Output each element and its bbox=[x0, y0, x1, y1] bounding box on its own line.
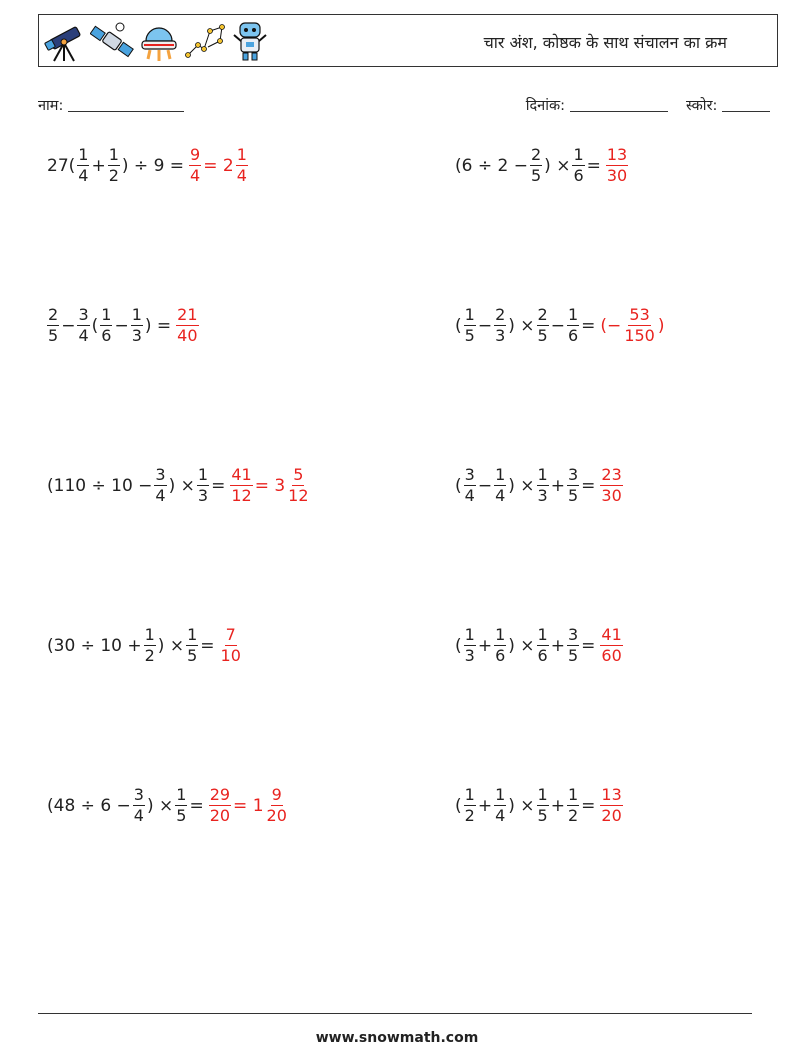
problem-10 bbox=[454, 787, 624, 824]
numerator: 1 bbox=[187, 625, 198, 644]
numerator: 41 bbox=[231, 465, 252, 484]
fraction bbox=[567, 787, 579, 824]
fraction bbox=[287, 467, 309, 504]
expr-text: = bbox=[581, 635, 596, 656]
numerator: 2 bbox=[530, 145, 542, 164]
fraction bbox=[176, 307, 198, 344]
denominator: 6 bbox=[567, 326, 579, 345]
fraction bbox=[606, 147, 628, 184]
numerator: 1 bbox=[144, 625, 155, 644]
denominator: 2 bbox=[144, 646, 155, 665]
fraction bbox=[537, 467, 549, 504]
fraction bbox=[464, 467, 476, 504]
denominator: 20 bbox=[601, 806, 622, 825]
expr-text: ( bbox=[455, 795, 462, 816]
score-blank[interactable] bbox=[722, 97, 770, 112]
telescope-icon bbox=[44, 19, 86, 63]
expr-text: ) ÷ 9 = bbox=[121, 155, 185, 176]
denominator: 5 bbox=[537, 326, 548, 345]
fraction bbox=[186, 627, 198, 664]
problem-6 bbox=[454, 467, 624, 504]
expr-text: ) bbox=[657, 315, 665, 336]
numerator: 21 bbox=[177, 305, 198, 324]
numerator: 2 bbox=[537, 305, 548, 324]
footer-divider bbox=[38, 1013, 752, 1014]
fraction bbox=[494, 467, 506, 504]
denominator: 5 bbox=[530, 166, 542, 185]
answer bbox=[605, 147, 629, 184]
name-blank[interactable] bbox=[68, 97, 184, 112]
numerator: 1 bbox=[464, 785, 475, 804]
numerator: 7 bbox=[225, 625, 236, 644]
header-icons bbox=[44, 19, 270, 63]
name-line bbox=[38, 95, 184, 115]
denominator: 60 bbox=[601, 646, 622, 665]
fraction bbox=[230, 467, 252, 504]
numerator: 1 bbox=[495, 465, 506, 484]
fraction bbox=[266, 787, 288, 824]
fraction bbox=[464, 307, 476, 344]
score-label: स्कोर: bbox=[686, 98, 718, 114]
fraction bbox=[189, 147, 201, 184]
expr-text: − bbox=[477, 475, 493, 496]
fraction bbox=[464, 627, 476, 664]
denominator: 5 bbox=[176, 806, 187, 825]
expr-text: ( bbox=[455, 315, 462, 336]
denominator: 5 bbox=[537, 806, 548, 825]
denominator: 3 bbox=[464, 646, 475, 665]
fraction bbox=[175, 787, 187, 824]
denominator: 10 bbox=[220, 646, 241, 665]
fraction bbox=[567, 467, 579, 504]
expr-text: ) = bbox=[144, 315, 172, 336]
fraction bbox=[567, 627, 579, 664]
fraction bbox=[537, 787, 549, 824]
date-score-line bbox=[526, 95, 770, 115]
fraction bbox=[236, 147, 248, 184]
fraction bbox=[131, 307, 143, 344]
numerator: 3 bbox=[155, 465, 166, 484]
expr-text: ( bbox=[455, 475, 462, 496]
fraction bbox=[144, 627, 156, 664]
numerator: 1 bbox=[101, 305, 112, 324]
expr-text: = bbox=[211, 475, 226, 496]
fraction bbox=[494, 787, 506, 824]
numerator: 13 bbox=[601, 785, 622, 804]
answer bbox=[599, 787, 623, 824]
fraction bbox=[537, 627, 549, 664]
denominator: 6 bbox=[537, 646, 548, 665]
numerator: 41 bbox=[601, 625, 622, 644]
robot-icon bbox=[230, 19, 270, 63]
denominator: 4 bbox=[78, 326, 89, 345]
denominator: 2 bbox=[108, 166, 119, 185]
expr-text: = bbox=[581, 795, 596, 816]
denominator: 4 bbox=[190, 166, 201, 185]
denominator: 5 bbox=[567, 646, 579, 665]
numerator: 1 bbox=[567, 305, 579, 324]
expr-text: (6 ÷ 2 − bbox=[455, 155, 528, 176]
fraction bbox=[154, 467, 166, 504]
fraction bbox=[133, 787, 145, 824]
fraction bbox=[108, 147, 120, 184]
fraction bbox=[220, 627, 242, 664]
numerator: 5 bbox=[293, 465, 304, 484]
answer bbox=[208, 787, 289, 824]
numerator: 1 bbox=[537, 465, 548, 484]
denominator: 4 bbox=[495, 806, 506, 825]
denominator: 12 bbox=[231, 486, 252, 505]
worksheet-title: चार अंश, कोष्ठक के साथ संचालन का क्रम bbox=[483, 33, 727, 52]
name-label: नाम: bbox=[38, 98, 64, 114]
expr-text: ) × bbox=[157, 635, 185, 656]
denominator: 5 bbox=[48, 326, 59, 345]
denominator: 20 bbox=[209, 806, 231, 825]
denominator: 20 bbox=[266, 806, 287, 825]
satellite-icon bbox=[90, 19, 134, 63]
numerator: 2 bbox=[48, 305, 59, 324]
expr-text: − bbox=[477, 315, 493, 336]
numerator: 9 bbox=[271, 785, 282, 804]
numerator: 1 bbox=[108, 145, 119, 164]
numerator: 13 bbox=[606, 145, 628, 164]
numerator: 1 bbox=[176, 785, 187, 804]
expr-text: (30 ÷ 10 + bbox=[47, 635, 142, 656]
denominator: 4 bbox=[155, 486, 166, 505]
expr-text: ) × bbox=[508, 475, 535, 496]
denominator: 30 bbox=[601, 486, 622, 505]
denominator: 40 bbox=[177, 326, 198, 345]
numerator: 1 bbox=[495, 625, 506, 644]
fraction bbox=[77, 147, 89, 184]
problem-9 bbox=[46, 787, 289, 824]
numerator: 2 bbox=[495, 305, 506, 324]
denominator: 6 bbox=[495, 646, 506, 665]
denominator: 30 bbox=[606, 166, 628, 185]
denominator: 4 bbox=[78, 166, 89, 185]
expr-text: (110 ÷ 10 − bbox=[47, 475, 153, 496]
expr-text: ) × bbox=[508, 635, 535, 656]
expr-text: − bbox=[550, 315, 565, 336]
denominator: 5 bbox=[187, 646, 198, 665]
numerator: 3 bbox=[133, 785, 144, 804]
expr-text: = bbox=[200, 635, 215, 656]
denominator: 2 bbox=[464, 806, 475, 825]
numerator: 3 bbox=[567, 465, 579, 484]
problem-2 bbox=[454, 147, 629, 184]
expr-text: + bbox=[477, 795, 493, 816]
fraction bbox=[600, 467, 622, 504]
expr-text: (− bbox=[600, 315, 622, 336]
footer-url: www.snowmath.com bbox=[315, 1030, 479, 1046]
problem-3 bbox=[46, 307, 200, 344]
numerator: 1 bbox=[197, 465, 209, 484]
date-blank[interactable] bbox=[570, 97, 668, 112]
constellation-icon bbox=[184, 19, 226, 63]
denominator: 12 bbox=[288, 486, 309, 505]
fraction bbox=[197, 467, 209, 504]
numerator: 1 bbox=[567, 785, 579, 804]
numerator: 1 bbox=[537, 625, 548, 644]
fraction bbox=[47, 307, 59, 344]
expr-text: ) × bbox=[508, 795, 535, 816]
expr-text: = 1 bbox=[233, 795, 264, 816]
expr-text: + bbox=[477, 635, 493, 656]
expr-text: = 3 bbox=[254, 475, 286, 496]
expr-text: (48 ÷ 6 − bbox=[47, 795, 131, 816]
answer bbox=[188, 147, 249, 184]
expr-text: = bbox=[189, 795, 204, 816]
expr-text: − bbox=[114, 315, 129, 336]
expr-text: ( bbox=[455, 635, 462, 656]
expr-text: = 2 bbox=[203, 155, 234, 176]
numerator: 1 bbox=[78, 145, 89, 164]
answer bbox=[599, 627, 623, 664]
expr-text: = bbox=[586, 155, 601, 176]
problem-5 bbox=[46, 467, 311, 504]
problem-4 bbox=[454, 307, 666, 344]
answer bbox=[219, 627, 243, 664]
fraction bbox=[600, 627, 622, 664]
numerator: 3 bbox=[567, 625, 579, 644]
denominator: 2 bbox=[567, 806, 579, 825]
expr-text: = bbox=[581, 475, 596, 496]
expr-text: ) × bbox=[146, 795, 174, 816]
denominator: 4 bbox=[464, 486, 475, 505]
denominator: 4 bbox=[133, 806, 144, 825]
denominator: 3 bbox=[537, 486, 548, 505]
expr-text: + bbox=[91, 155, 106, 176]
expr-text: + bbox=[550, 635, 565, 656]
denominator: 4 bbox=[495, 486, 506, 505]
expr-text: + bbox=[550, 795, 565, 816]
fraction bbox=[572, 147, 584, 184]
denominator: 5 bbox=[567, 486, 579, 505]
ufo-icon bbox=[138, 19, 180, 63]
numerator: 1 bbox=[464, 625, 475, 644]
numerator: 1 bbox=[236, 145, 247, 164]
numerator: 9 bbox=[190, 145, 201, 164]
expr-text: ) × bbox=[168, 475, 195, 496]
denominator: 5 bbox=[464, 326, 475, 345]
answer bbox=[175, 307, 199, 344]
fraction bbox=[100, 307, 112, 344]
fraction bbox=[209, 787, 231, 824]
denominator: 3 bbox=[131, 326, 142, 345]
expr-text: ( bbox=[91, 315, 99, 336]
numerator: 3 bbox=[464, 465, 475, 484]
denominator: 3 bbox=[495, 326, 506, 345]
denominator: 6 bbox=[573, 166, 584, 185]
fraction bbox=[567, 307, 579, 344]
fraction bbox=[464, 787, 476, 824]
numerator: 29 bbox=[209, 785, 231, 804]
numerator: 1 bbox=[495, 785, 506, 804]
answer bbox=[599, 307, 665, 344]
fraction bbox=[494, 627, 506, 664]
numerator: 53 bbox=[629, 305, 650, 324]
fraction bbox=[537, 307, 549, 344]
answer bbox=[599, 467, 623, 504]
worksheet-header bbox=[38, 14, 778, 67]
fraction bbox=[77, 307, 89, 344]
denominator: 3 bbox=[197, 486, 209, 505]
numerator: 1 bbox=[573, 145, 584, 164]
expr-text: ) × bbox=[544, 155, 571, 176]
numerator: 3 bbox=[78, 305, 89, 324]
date-label: दिनांक: bbox=[525, 98, 565, 114]
numerator: 23 bbox=[601, 465, 622, 484]
expr-text: = bbox=[581, 315, 596, 336]
numerator: 1 bbox=[464, 305, 475, 324]
expr-text: 27( bbox=[47, 155, 76, 176]
fraction bbox=[494, 307, 506, 344]
answer bbox=[229, 467, 310, 504]
problem-1 bbox=[46, 147, 249, 184]
problem-8 bbox=[454, 627, 624, 664]
denominator: 150 bbox=[624, 326, 655, 345]
expr-text: − bbox=[61, 315, 76, 336]
fraction bbox=[600, 787, 622, 824]
denominator: 4 bbox=[236, 166, 247, 185]
expr-text: + bbox=[550, 475, 565, 496]
fraction bbox=[530, 147, 542, 184]
fraction bbox=[623, 307, 656, 344]
numerator: 1 bbox=[537, 785, 548, 804]
numerator: 1 bbox=[131, 305, 142, 324]
expr-text: ) × bbox=[508, 315, 535, 336]
problem-7 bbox=[46, 627, 243, 664]
denominator: 6 bbox=[101, 326, 112, 345]
